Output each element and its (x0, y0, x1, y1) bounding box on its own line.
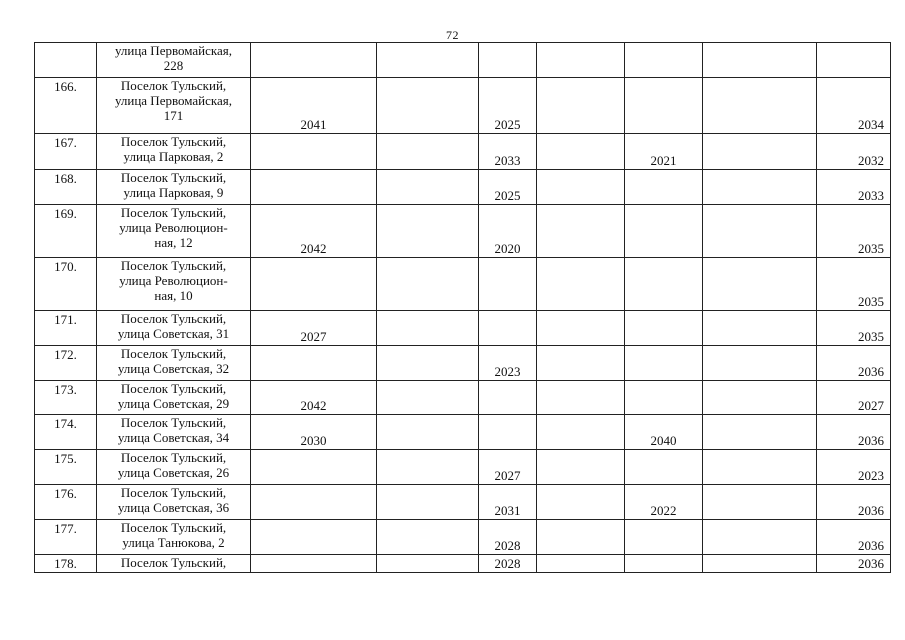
address-line: Поселок Тульский, (120, 78, 227, 93)
address-cell (97, 134, 251, 170)
year-cell-c4 (537, 450, 625, 485)
year-cell-c7: 2027 (817, 381, 891, 415)
year-cell-c6 (703, 170, 817, 205)
year-cell-c2 (377, 134, 479, 170)
address-line: улица Революцион- (119, 273, 228, 288)
address-line: Поселок Тульский, (120, 205, 227, 220)
address-line: улица Революцион- (119, 220, 228, 235)
year-cell-c7: 2036 (817, 485, 891, 520)
row-number: 172. (35, 346, 97, 381)
row-number: 166. (35, 78, 97, 134)
row-number: 167. (35, 134, 97, 170)
year-cell-c4 (537, 555, 625, 573)
year-cell-c4 (537, 43, 625, 78)
table-row (35, 381, 891, 415)
year-cell-c3: 2027 (479, 450, 537, 485)
year-cell-c7: 2036 (817, 346, 891, 381)
schedule-table (34, 42, 891, 573)
address-line: улица Танюкова, 2 (122, 535, 225, 550)
year-cell-c6 (703, 485, 817, 520)
table-row (35, 205, 891, 258)
table-row (35, 43, 891, 78)
year-cell-c6 (703, 134, 817, 170)
year-cell-c3 (479, 43, 537, 78)
row-number: 168. (35, 170, 97, 205)
row-number: 169. (35, 205, 97, 258)
address-line: улица Советская, 32 (117, 361, 230, 376)
address-line: ная, 10 (154, 288, 193, 303)
row-number: 170. (35, 258, 97, 311)
year-cell-c1 (251, 170, 377, 205)
page-number: 72 (446, 28, 459, 42)
year-cell-c2 (377, 485, 479, 520)
year-cell-c6 (703, 520, 817, 555)
address-line: 171 (163, 108, 184, 123)
address-cell (97, 346, 251, 381)
year-cell-c6 (703, 555, 817, 573)
row-number: 175. (35, 450, 97, 485)
year-cell-c1 (251, 485, 377, 520)
address-cell (97, 415, 251, 450)
address-cell (97, 170, 251, 205)
year-cell-c4 (537, 134, 625, 170)
year-cell-c1 (251, 346, 377, 381)
row-number: 177. (35, 520, 97, 555)
year-cell-c4 (537, 170, 625, 205)
year-cell-c1 (251, 134, 377, 170)
year-cell-c7: 2034 (817, 78, 891, 134)
year-cell-c4 (537, 258, 625, 311)
year-cell-c2 (377, 555, 479, 573)
year-cell-c5 (625, 311, 703, 346)
year-cell-c4 (537, 205, 625, 258)
year-cell-c5 (625, 555, 703, 573)
year-cell-c1: 2042 (251, 381, 377, 415)
year-cell-c6 (703, 205, 817, 258)
year-cell-c3: 2023 (479, 346, 537, 381)
year-cell-c6 (703, 415, 817, 450)
address-cell (97, 450, 251, 485)
address-line: улица Советская, 31 (117, 326, 230, 341)
table-row (35, 170, 891, 205)
year-cell-c7: 2033 (817, 170, 891, 205)
address-line: Поселок Тульский, (120, 346, 227, 361)
address-cell (97, 258, 251, 311)
table-row (35, 346, 891, 381)
year-cell-c2 (377, 415, 479, 450)
year-cell-c5 (625, 258, 703, 311)
year-cell-c1 (251, 520, 377, 555)
year-cell-c1 (251, 450, 377, 485)
year-cell-c3: 2033 (479, 134, 537, 170)
year-cell-c2 (377, 43, 479, 78)
year-cell-c7: 2035 (817, 311, 891, 346)
row-number: 174. (35, 415, 97, 450)
year-cell-c3 (479, 258, 537, 311)
table-row (35, 134, 891, 170)
row-number: 176. (35, 485, 97, 520)
address-cell (97, 381, 251, 415)
year-cell-c2 (377, 205, 479, 258)
address-line: Поселок Тульский, (120, 485, 227, 500)
address-line: улица Первомайская, (114, 43, 233, 58)
year-cell-c7: 2036 (817, 520, 891, 555)
address-cell (97, 555, 251, 573)
address-line: Поселок Тульский, (120, 170, 227, 185)
address-line: улица Советская, 29 (117, 396, 230, 411)
address-line: улица Парковая, 2 (123, 149, 224, 164)
year-cell-c1: 2030 (251, 415, 377, 450)
address-line: улица Советская, 26 (117, 465, 230, 480)
year-cell-c4 (537, 311, 625, 346)
address-line: Поселок Тульский, (120, 134, 227, 149)
row-number (35, 43, 97, 78)
year-cell-c5 (625, 520, 703, 555)
year-cell-c6 (703, 78, 817, 134)
year-cell-c5 (625, 346, 703, 381)
year-cell-c5 (625, 170, 703, 205)
table-row (35, 258, 891, 311)
year-cell-c3 (479, 311, 537, 346)
year-cell-c5 (625, 43, 703, 78)
address-line: 228 (163, 58, 184, 73)
address-line: Поселок Тульский, (120, 415, 227, 430)
year-cell-c2 (377, 78, 479, 134)
year-cell-c5: 2040 (625, 415, 703, 450)
year-cell-c6 (703, 43, 817, 78)
year-cell-c7: 2032 (817, 134, 891, 170)
year-cell-c4 (537, 78, 625, 134)
table-row (35, 415, 891, 450)
address-line: ная, 12 (154, 235, 193, 250)
year-cell-c1: 2027 (251, 311, 377, 346)
year-cell-c3: 2020 (479, 205, 537, 258)
address-cell (97, 520, 251, 555)
year-cell-c1: 2042 (251, 205, 377, 258)
year-cell-c5 (625, 381, 703, 415)
year-cell-c2 (377, 520, 479, 555)
address-cell (97, 43, 251, 78)
year-cell-c2 (377, 381, 479, 415)
year-cell-c7: 2023 (817, 450, 891, 485)
year-cell-c1 (251, 43, 377, 78)
row-number: 171. (35, 311, 97, 346)
table-row (35, 450, 891, 485)
table-row (35, 555, 891, 573)
address-cell (97, 205, 251, 258)
year-cell-c3: 2031 (479, 485, 537, 520)
year-cell-c6 (703, 381, 817, 415)
year-cell-c7: 2035 (817, 258, 891, 311)
year-cell-c1 (251, 555, 377, 573)
address-line: Поселок Тульский, (120, 381, 227, 396)
year-cell-c5: 2022 (625, 485, 703, 520)
year-cell-c7: 2035 (817, 205, 891, 258)
address-line: Поселок Тульский, (120, 258, 227, 273)
year-cell-c3: 2025 (479, 78, 537, 134)
year-cell-c6 (703, 311, 817, 346)
year-cell-c4 (537, 415, 625, 450)
year-cell-c4 (537, 520, 625, 555)
table-row (35, 485, 891, 520)
year-cell-c1 (251, 258, 377, 311)
year-cell-c2 (377, 258, 479, 311)
year-cell-c7: 2036 (817, 555, 891, 573)
year-cell-c7 (817, 43, 891, 78)
table-row (35, 78, 891, 134)
table-row (35, 311, 891, 346)
row-number: 178. (35, 555, 97, 573)
year-cell-c3 (479, 415, 537, 450)
year-cell-c6 (703, 450, 817, 485)
year-cell-c3: 2028 (479, 555, 537, 573)
year-cell-c2 (377, 170, 479, 205)
table-row (35, 520, 891, 555)
address-cell (97, 311, 251, 346)
address-line: улица Первомайская, (114, 93, 233, 108)
year-cell-c5 (625, 78, 703, 134)
year-cell-c2 (377, 346, 479, 381)
year-cell-c1: 2041 (251, 78, 377, 134)
year-cell-c3: 2028 (479, 520, 537, 555)
table-body (35, 43, 891, 573)
year-cell-c2 (377, 311, 479, 346)
year-cell-c3 (479, 381, 537, 415)
year-cell-c2 (377, 450, 479, 485)
address-line: Поселок Тульский, (120, 555, 227, 570)
address-line: улица Советская, 34 (117, 430, 230, 445)
address-line: Поселок Тульский, (120, 450, 227, 465)
address-cell (97, 485, 251, 520)
year-cell-c3: 2025 (479, 170, 537, 205)
year-cell-c5 (625, 450, 703, 485)
address-line: Поселок Тульский, (120, 520, 227, 535)
year-cell-c7: 2036 (817, 415, 891, 450)
year-cell-c5: 2021 (625, 134, 703, 170)
year-cell-c4 (537, 485, 625, 520)
address-line: улица Советская, 36 (117, 500, 230, 515)
year-cell-c6 (703, 258, 817, 311)
year-cell-c6 (703, 346, 817, 381)
address-line: Поселок Тульский, (120, 311, 227, 326)
year-cell-c4 (537, 346, 625, 381)
address-line: улица Парковая, 9 (123, 185, 224, 200)
year-cell-c5 (625, 205, 703, 258)
row-number: 173. (35, 381, 97, 415)
year-cell-c4 (537, 381, 625, 415)
address-cell (97, 78, 251, 134)
